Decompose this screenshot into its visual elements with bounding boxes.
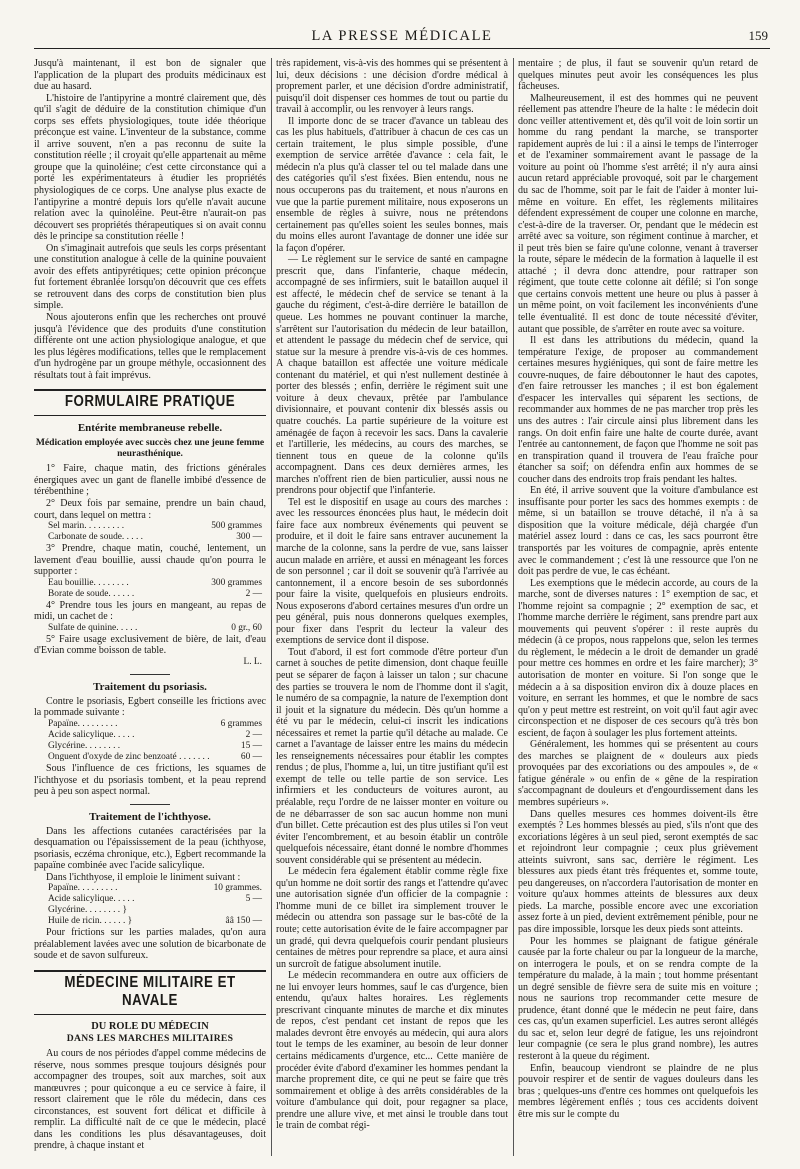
paragraph: 4° Prendre tous les jours en mangeant, au repas de midi, un cachet de :: [34, 599, 266, 623]
page-header: [34, 26, 770, 49]
paragraph: Le médecin fera également établir comme règle fixe qu'un homme ne doit sortir des rangs et l'attendre qu'avec une autorisation signée d'un officier de la compagnie : l'homme muni de ce billet ira simplement trouver le médecin ou attendra son passage sur le bas-côté de la route; cette autorisation évite de le faire accompagner par un gradé, qui devra quelquefois courir pendant plusieurs centaines de mètres pour reprendre sa place, et aura ainsi un surcroît de fatigue absolument inutile.: [276, 866, 508, 970]
paragraph: 2° Deux fois par semaine, prendre un bain chaud, court, dans lequel on mettra :: [34, 497, 266, 521]
prescription-line: Borate de soude. . . . . . 2 —: [48, 588, 262, 599]
paragraph: Dans l'ichthyose, il emploie le liniment suivant :: [46, 871, 241, 883]
intro-paragraph: On s'imaginait autrefois que seuls les corps présentant une constitution analogue à celle de la quinine pouvaient avoir des effets antipyrétiques; cette opinion préconçue fut fortement ébranlée lorsqu'on découvrit que ces effets se retrouvent dans des corps de constitution bien plus simple.: [34, 242, 266, 312]
separator: [130, 674, 170, 675]
article-subtitle: DANS LES MARCHES MILITAIRES: [66, 1032, 234, 1044]
paragraph: très rapidement, vis-à-vis des hommes qui se présentent à lui, deux décisions : une décision d'ordre médical à proprement parler, et une décision d'ordre administratif, puisqu'il doit dispenser ces hommes de tout ou partie du travail à accomplir, ou les renvoyer à leurs rangs.: [276, 58, 508, 116]
author-initials: L. L.: [243, 656, 262, 667]
prescription-line: Sel marin. . . . . . . . . 500 grammes: [48, 521, 262, 532]
paragraph: Contre le psoriasis, Egbert conseille les frictions avec la pommade suivante :: [34, 695, 266, 719]
page-number: 159: [748, 28, 768, 43]
section-rule: [34, 389, 266, 391]
paragraph: — Le règlement sur le service de santé en campagne prescrit que, dans l'infanterie, chaque médecin, accompagné de ses infirmiers, suit le bataillon auquel il est affecté, le médecin chef de service se tenant à la gauche du régiment, c'est-à-dire derrière le bataillon de queue. Les hommes ne pouvant continuer la marche, s'arrêtent sur l'autorisation du médecin de leur bataillon, et attendent le passage du médecin chef de service, qui statue sur la mesure à prendre vis-à-vis de ces hommes. A chaque bataillon est affectée une voiture médicale contenant du matériel, et qui n'est nullement destinée à porter des blessés ; enfin, derrière le régiment suit une voiture à deux chevaux, prêtée par l'ambulance divisionnaire, et pouvant contenir dix blessés assis ou quatre couchés. La partie supérieure de la voiture est aménagée de façon à recevoir les sacs. Dans la cavalerie et l'artillerie, les médecins, au cours des marches, se tiennent tous en queue de la colonne qu'ils accompagnent. Dans ces deux dernières armes, les marches n'offrent rien de bien particulier, aussi nous ne prendrons pour objectif que l'infanterie.: [276, 254, 508, 497]
section-rule: [34, 970, 266, 972]
paragraph: mentaire ; de plus, il faut se souvenir qu'un retard de quelques minutes peut avoir les conséquences les plus fâcheuses.: [518, 58, 758, 93]
separator: [130, 804, 170, 805]
paragraph: Pour frictions sur les parties malades, qu'on aura préalablement lavées avec une solution de bicarbonate de soude et de savon sulfureux.: [34, 927, 266, 962]
column-divider: [513, 58, 514, 1156]
intro-paragraph: Nous ajouterons enfin que les recherches ont prouvé jusqu'à l'évidence que des produits d'une constitution différente ont une action physiologique analogue, et que les plus légères modifications, telles que le remplacement d'un hydrogène par un groupe méthyle, occasionnent des résultats tout à fait imprévus.: [34, 312, 266, 381]
prescription-line: Acide salicylique. . . . . 5 —: [48, 894, 262, 905]
paragraph: Sous l'influence de ces frictions, les squames de l'ichthyose et du psoriasis tombent, et la peau reprend peu à peu son aspect normal.: [34, 762, 266, 798]
paragraph: 5° Faire usage exclusivement de bière, de lait, d'eau d'Evian comme boisson de table.: [34, 633, 266, 657]
section-rule: [34, 1014, 266, 1015]
prescription-line: Glycérine. . . . . . . . 15 —: [48, 740, 262, 751]
column-3: [518, 58, 758, 1156]
section-title-formulaire: FORMULAIRE PRATIQUE: [64, 393, 236, 411]
intro-paragraph: L'histoire de l'antipyrine a montré clairement que, dès qu'il s'agit de déduire de la constitution chimique d'un corps ses effets physiologiques, toute idée théorique préconçue est vaine. L'inventeur de la substance, comme il arrive souvent, n'en a pas reconnu de suite la constitution réelle ; il croyait qu'elle appartenait au même groupe que la quinoléine; c'est cette circonstance qui a porté les expérimentateurs à étudier les propriétés physiologiques de ce corps. Une analyse plus exacte de l'antipyrine a montré depuis lors qu'elle n'avait aucune relation avec la quinoléine. Peut-être n'aurait-on pas découvert ses propriétés thérapeutiques si on avait connu dès le principe sa constitution réelle !: [34, 92, 266, 243]
paragraph: Généralement, les hommes qui se présentent au cours des marches se plaignent de « douleurs aux pieds provoquées par des excoriations ou des ampoules », de « fatigue générale » ou enfin de « gêne de la respiration s'accompagnant de douleurs et d'engourdissement dans les membres supérieurs ».: [518, 739, 758, 808]
prescription-line: Sulfate de quinine. . . . . 0 gr., 60: [48, 622, 262, 633]
paragraph: Pour les hommes se plaignant de fatigue générale causée par la forte chaleur ou par la longueur de la marche, on interrogera le pouls, et on se rendra compte de la température du malade, à la main ; tout homme présentant un degré sensible de fièvre sera de suite mis en voiture ; nous ne saurions trop recommander cette mesure de prudence, étant donné que le médecin ne peut faire, dans ces cas, qu'un examen superficiel. Les autres seront allégés du sac et, selon leur degré de fatigue, les uns rejoindront leur compagnie (ce sera le plus grand nombre), les autres resteront à la queue du régiment.: [518, 935, 758, 1063]
prescription-line: Acide salicylique. . . . . 2 —: [48, 729, 262, 740]
paragraph: Au cours de nos périodes d'appel comme médecins de réserve, nous sommes presque toujours désignés pour accompagner des troupes, soit aux marches, soit aux manœuvres ; pour quiconque a eu ce service à faire, il ressort clairement que le rôle du médecin, dans ces circonstances, est souvent fort délicat et difficile à remplir. La difficulté naît de ce que le médecin, placé dans les conditions les plus désavantageuses, doit prendre, à chaque instant et: [34, 1047, 266, 1152]
paragraph: Malheureusement, il est des hommes qui ne peuvent réellement pas attendre l'heure de la halte : le médecin doit donc veiller attentivement et, dès qu'il voit de loin sortir un homme du rang pendant la marche, se transporter rapidement auprès de lui : il a ainsi le temps de l'interroger et de l'examiner sommairement avant le passage de la voiture au point où l'homme s'est arrêté; il n'y aura ainsi aucun retard appréciable provoqué, soit par le chargement du sac de l'homme, soit par le fait de l'aider à monter lui-même en voiture. En effet, les règlements militaires défendent expressément de couper une colonne en marche, c'est-à-dire de la traverser. Or, pendant que le médecin est arrêté avec sa voiture, son régiment continue à marcher, et il peut très bien se faire qu'une colonne, venant à traverser la route, sépare le médecin de la formation à laquelle il est attaché ; il devra donc attendre, pour rattraper son régiment, que toute cette colonne ait défilé; si l'on songe que certains convois mettent une heure ou plus à passer à un même point, on voit facilement les inconvénients d'une telle éventualité. Il est donc de toute nécessité d'éviter, autant que possible, de s'arrêter en route avec sa voiture.: [518, 92, 758, 335]
prescription-line: Huile de ricin. . . . . . } ââ 150 —: [48, 916, 262, 927]
journal-title: LA PRESSE MÉDICALE: [311, 28, 493, 44]
heading-enterite: Entérite membraneuse rebelle.: [77, 422, 223, 435]
paragraph: Tel est le dispositif en usage au cours des marches : avec les ressources énoncées plus haut, le médecin doit faire face aux nombreux événements qui peuvent se produire, et il doit le faire sans entraver aucunement la marche de la colonne, sans la perdre de vue, sans laisser aucun malade en arrière, et aussi en ménageant les forces de son personnel ; car il doit se souvenir qu'à l'arrivée au cantonnement, il a encore besoin de ses subordonnés pour faire la visite, quelquefois en plusieurs endroits. Nous exposerons d'abord certaines mesures d'un ordre un peu général, puis nous donnerons quelques exemples, pour fixer dans l'esprit du lecteur la valeur des exemptions de service dont il dispose.: [276, 496, 508, 647]
paragraph: Enfin, beaucoup viendront se plaindre de ne plus pouvoir respirer et de sentir de vagues douleurs dans les bras ; quelques-uns d'entre ces hommes ont quelquefois les membres légèrement enflés ; tous ces accidents doivent être mis sur le compte du: [518, 1062, 758, 1120]
paragraph: En été, il arrive souvent que la voiture d'ambulance est insuffisante pour porter les sacs des hommes exempts : de même, si un bataillon se trouve détaché, il n'a à sa disposition que la voiture médicale, déjà chargée d'un matériel assez lourd : dans ce cas, les sacs pourront être transportés par les voitures de compagnie, après entente avec le commandement ; c'est là une ressource que l'on ne doit pas perdre de vue, le cas échéant.: [518, 485, 758, 578]
paragraph: Il importe donc de se tracer d'avance un tableau des cas les plus habituels, d'attribuer à chacun de ces cas un certain traitement, le plus simple possible, d'une exemption de service arrêtée d'avance : cela fait, le médecin n'a plus qu'à classer tel ou tel malade dans une des catégories qu'il s'est fixées. Bien entendu, nous ne nous occuperons pas du traitement, et nous n'aurons en vue que la partie purement militaire, nous exposerons un ensemble de règles à suivre, nous ne prétendons certainement pas qu'elles soient les seules bonnes, mais du moins elles auront l'avantage de donner une idée sur la façon d'opérer.: [276, 115, 508, 254]
prescription-line: Onguent d'oxyde de zinc benzoaté . . . . . . . 60 —: [48, 751, 262, 762]
article-title: DU ROLE DU MÉDECIN: [91, 1020, 209, 1032]
column-divider: [271, 58, 272, 1156]
prescription-line: Papaïne. . . . . . . . . 10 grammes.: [48, 883, 262, 894]
heading-psoriasis: Traitement du psoriasis.: [93, 680, 207, 693]
prescription-line: Glycérine. . . . . . . . }: [48, 905, 127, 916]
column-1: [34, 58, 266, 1156]
paragraph: 1° Faire, chaque matin, des frictions générales énergiques avec un gant de flanelle imbibé d'essence de térébenthine ;: [34, 463, 266, 498]
paragraph: Dans quelles mesures ces hommes doivent-ils être exemptés ? Les hommes blessés au pied, s'ils n'ont que des excoriations légères à un seul pied, seront exemptés de sac et rejoindront leur compagnie ; ceux plus grièvement atteints suivront, sans sac, derrière le régiment. Les blessures aux pieds étant très fréquentes et, somme toute, peu dangereuses, on n'accordera l'autorisation de monter en voiture qu'aux hommes atteints de blessures aux deux pieds. La marche, possible encore avec une excoriation assez forte à un pied, devient extrêmement pénible, pour ne pas dire impossible, lorsque les deux pieds sont atteints.: [518, 808, 758, 936]
paragraph: 3° Prendre, chaque matin, couché, lentement, un lavement d'eau bouillie, aussi chaude qu'on pourra le supporter :: [34, 543, 266, 578]
prescription-line: Carbonate de soude. . . . . 300 —: [48, 532, 262, 543]
column-2: [276, 58, 508, 1156]
subheading-enterite: Médication employée avec succès chez une jeune femme neurasthénique.: [35, 437, 265, 460]
section-rule: [34, 415, 266, 416]
prescription-line: Eau bouillie. . . . . . . . 300 grammes: [48, 577, 262, 588]
intro-paragraph: Jusqu'à maintenant, il est bon de signaler que l'application de la plupart des produits médicinaux est due au hasard.: [34, 58, 266, 93]
section-title-militaire: MÉDECINE MILITAIRE ET NAVALE: [64, 973, 236, 1009]
paragraph: Dans les affections cutanées caractérisées par la desquamation ou l'épaississement de la peau (ichthyose, psoriasis, eczéma chronique, etc.), Egbert recommande la papaïne combinée avec l'acide salicylique.: [34, 825, 266, 872]
heading-ichthyose: Traitement de l'ichthyose.: [89, 810, 211, 823]
paragraph: Tout d'abord, il est fort commode d'être porteur d'un carnet à souches de petite dimension, dont chaque feuille peut se séparer de façon à laisser un talon ; sur chacune des parties se trouvera le nom de l'homme dont il s'agit, le numéro de sa compagnie, la nature de l'exemption dont il jouit et la signature du médecin. Dès qu'un homme a été vu par le médecin, celui-ci inscrit les indications nécessaires et remet la partie qu'il détache au malade. Ce carnet a l'avantage de laisser entre les mains du médecin les renseignements nécessaires pour établir les comptes rendus ; de plus, l'homme a, lui, un titre justifiant qu'il est exempt de telle ou telle partie de son service. Les infirmiers et les conducteurs de voitures auront, au préalable, reçu l'ordre de ne laisser monter en voiture ou de ne débarrasser de son sac aucun homme non muni d'un billet. Cette précaution est des plus utiles si l'on veut éviter l'encombrement, et au besoin établir un contrôle quelquefois nécessaire, étant donné le nombre d'hommes souvent considérable qui se présentent au médecin.: [276, 646, 508, 866]
prescription-line: Papaïne. . . . . . . . . 6 grammes: [48, 718, 262, 729]
paragraph: Le médecin recommandera en outre aux officiers de ne lui envoyer leurs hommes, sauf le cas d'urgence, bien entendu, qu'aux haltes horaires. Les règlements prescrivant cinquante minutes de marche et dix minutes de repos, c'est pendant cet instant de repos que les malades devront être envoyés au médecin, qui aura alors tout le temps de les examiner, au besoin de leur donner certains médicaments d'urgence, etc... Cette manière de procéder évite d'abord d'examiner les hommes pendant la marche proprement dite, ce qui ne peut se faire que très sommairement et oblige à des arrêts considérables de la voiture d'ambulance qui doit, pour regagner sa place, prendre une allure vive, et met ainsi le trouble dans tout le train de combat régi-: [276, 970, 508, 1132]
paragraph: Les exemptions que le médecin accorde, au cours de la marche, sont de diverses natures : 1° exemption de sac, et l'homme rejoint sa compagnie ; 2° exemption de sac, et l'homme marche derrière le régiment, sans prendre part aux mouvements qui peuvent s'opérer : il reste auprès du médecin (à ce propos, nous rappelons que, selon les termes du règlement, le médecin a le droit de demander un gradé pour mettre ces hommes en ordre et les faire marcher); 3° autorisation de monter en voiture. Si l'on songe que le médecin a à sa disposition environ dix à douze places en voiture, en serrant les hommes, et que le nombre de sacs qu'on y peut mettre est restreint, on voit qu'il faut agir avec circonspection et ne disposer de ces secours qu'à très bon escient, de façon à soulager les plus fortement atteints.: [518, 577, 758, 739]
paragraph: Il est dans les attributions du médecin, quand la température l'exige, de proposer au commandement certaines mesures hygiéniques, qui sont de faire mettre les couvre-nuques, de faire déboutonner le haut des capotes, d'en faire retrousser les manches ; il est bon également d'espacer les intervalles qui séparent les sections, de recommander aux hommes de ne pas marcher trop près les uns des autres : l'air circule ainsi plus librement dans les rangs. On doit enfin faire une halte de courte durée, avant l'entrée au cantonnement, de façon que l'homme ne soit pas en transpiration quand il trouvera de l'eau fraîche pour étancher sa soif; on défendra enfin aux hommes de se coucher dans des endroits trop frais pendant les haltes.: [518, 335, 758, 485]
